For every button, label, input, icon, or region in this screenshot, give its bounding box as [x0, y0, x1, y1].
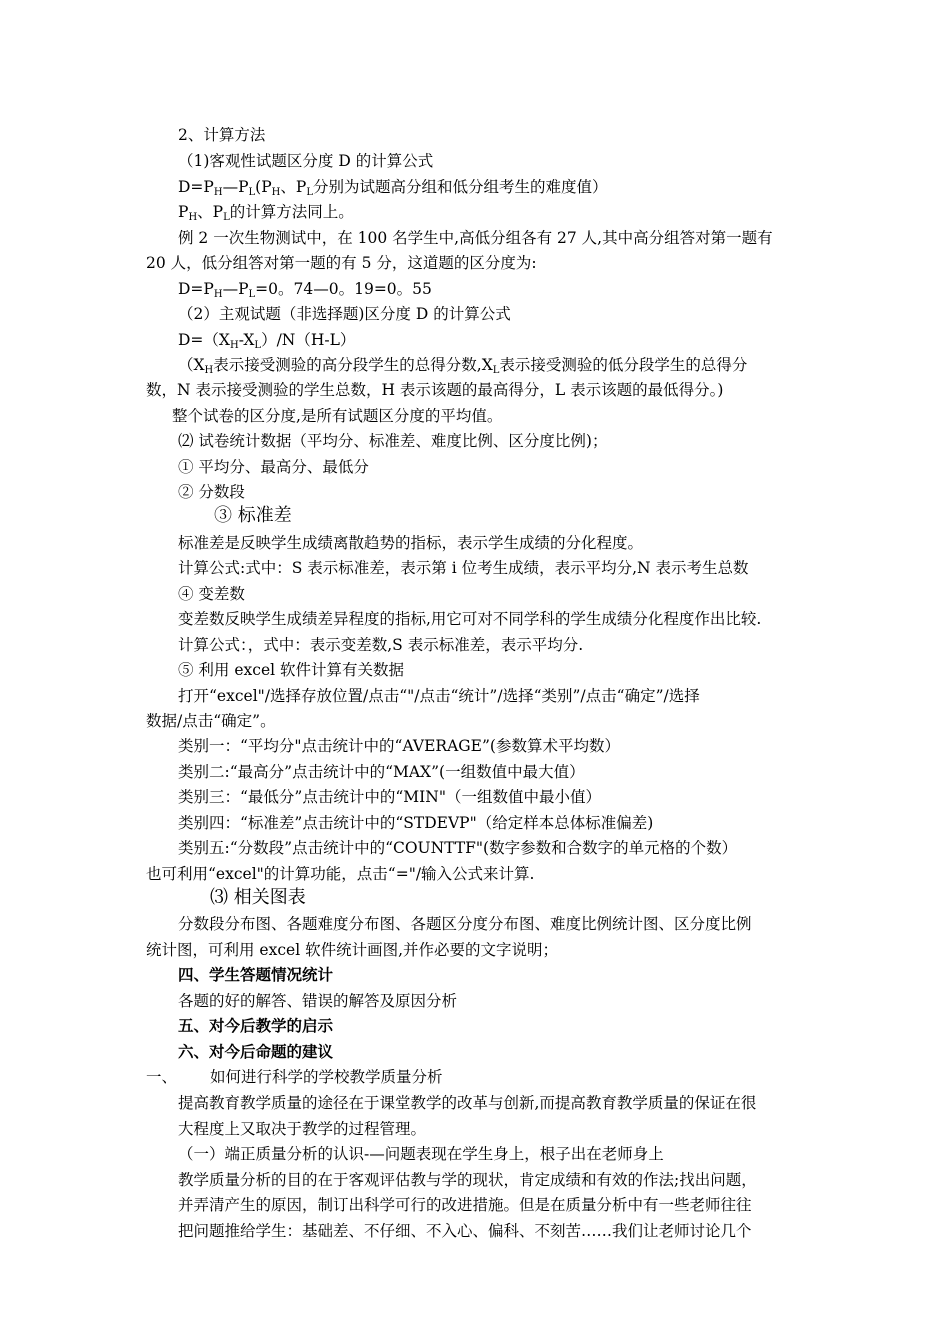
- excel-steps-line-2: 数据/点击“确定”。: [146, 712, 276, 730]
- subjective-formula-note-2: 数，N 表示接受测验的学生总数，H 表示该题的最高得分，L 表示该题的最低得分。): [146, 381, 724, 399]
- subjective-discrimination-formula-title: （2）主观试题（非选择题)区分度 D 的计算公式: [178, 305, 511, 323]
- excel-formula-note: 也可利用“excel"的计算功能，点击“="/输入公式来计算.: [146, 865, 535, 883]
- example-2-line-2: 20 人，低分组答对第一题的有 5 分，这道题的区分度为:: [146, 254, 537, 272]
- objective-discrimination-formula-title: （1)客观性试题区分度 D 的计算公式: [178, 152, 434, 170]
- item-score-bands: ② 分数段: [178, 483, 245, 501]
- section-heading-6: 六、对今后命题的建议: [178, 1042, 334, 1061]
- subjective-formula-note-1: （$X_H$表示接受测验的高分段学生的总得分数$,X_L$表示接受测验的低分段学生的总得分: [178, 356, 748, 376]
- charts-description-line-1: 分数段分布图、各题难度分布图、各题区分度分布图、难度比例统计图、区分度比例: [178, 915, 752, 933]
- coefficient-variation-description: 变差数反映学生成绩差异程度的指标,用它可对不同学科的学生成绩分化程度作出比较.: [178, 610, 762, 628]
- quality-analysis-heading: 如何进行科学的学校教学质量分析: [210, 1068, 443, 1086]
- category-1: 类别一：“平均分"点击统计中的“AVERAGE”(参数算术平均数）: [178, 737, 620, 755]
- example-2-line-1: 例 2 一次生物测试中，在 100 名学生中,高低分组各有 27 人,其中高分组答对第一题有: [178, 229, 773, 247]
- analysis-paragraph-line-1: 教学质量分析的目的在于客观评估教与学的现状，肯定成绩和有效的作法;找出问题，: [178, 1171, 757, 1189]
- paper-discrimination-note: 整个试卷的区分度,是所有试题区分度的平均值。: [172, 407, 503, 425]
- category-2: 类别二:“最高分”点击统计中的“MAX”(一组数值中最大值）: [178, 763, 585, 781]
- category-3: 类别三：“最低分”点击统计中的“MIN"（一组数值中最小值）: [178, 788, 601, 806]
- item-coefficient-variation: ④ 变差数: [178, 585, 245, 603]
- example-2-result: $D=P_H—P_L=0$。74—0。19=0。55: [178, 280, 432, 300]
- coefficient-variation-formula: 计算公式：，式中：表示变差数,S 表示标准差，表示平均分.: [178, 636, 584, 654]
- section-heading-calc-method: 2、计算方法: [178, 126, 266, 144]
- category-4: 类别四：“标准差”点击统计中的“STDEVP"（给定样本总体标准偏差): [178, 814, 654, 832]
- charts-description-line-2: 统计图，可利用 excel 软件统计画图,并作必要的文字说明；: [146, 941, 559, 959]
- item-standard-deviation: ③ 标准差: [214, 505, 292, 526]
- analysis-paragraph-line-3: 把问题推给学生：基础差、不仔细、不入心、偏科、不刻苦……我们让老师讨论几个: [178, 1222, 752, 1240]
- section-heading-4: 四、学生答题情况统计: [178, 965, 334, 984]
- exam-statistics-heading: ⑵ 试卷统计数据（平均分、标准差、难度比例、区分度比例)；: [178, 432, 608, 450]
- list-marker-1: 一、: [146, 1068, 178, 1086]
- category-5: 类别五:“分数段”点击统计中的“COUNTTF"(数字参数和合数字的单元格的个数）: [178, 839, 738, 857]
- std-dev-description: 标准差是反映学生成绩离散趋势的指标，表示学生成绩的分化程度。: [178, 534, 644, 552]
- item-excel-calc: ⑤ 利用 excel 软件计算有关数据: [178, 661, 405, 679]
- std-dev-formula: 计算公式:式中：S 表示标准差，表示第 i 位考生成绩，表示平均分,N 表示考生总数: [178, 559, 749, 577]
- objective-formula-line: $D=P_H—P_L(P_H$、$P_L$分别为试题高分组和低分组考生的难度值）: [178, 178, 608, 198]
- section-heading-5: 五、对今后教学的启示: [178, 1016, 334, 1035]
- item-average-max-min: ① 平均分、最高分、最低分: [178, 458, 369, 476]
- subsection-heading-1: （一）端正质量分析的认识-—问题表现在学生身上，根子出在老师身上: [178, 1145, 664, 1163]
- subjective-formula-line: $D=(X_H-X_L)/N(H-L)$: [178, 331, 356, 351]
- related-charts-heading: ⑶ 相关图表: [210, 887, 306, 908]
- quality-paragraph-line-2: 大程度上又取决于教学的过程管理。: [178, 1120, 427, 1138]
- quality-paragraph-line-1: 提高教育教学质量的途径在于课堂教学的改革与创新,而提高教育教学质量的保证在很: [178, 1094, 757, 1112]
- excel-steps-line-1: 打开“excel"/选择存放位置/点击“"/点击“统计”/选择“类别”/点击“确定”/选择: [178, 687, 700, 705]
- ph-pl-calc-note: $P_H$、$P_L$的计算方法同上。: [178, 203, 354, 223]
- answer-analysis-line: 各题的好的解答、错误的解答及原因分析: [178, 992, 458, 1010]
- analysis-paragraph-line-2: 并弄清产生的原因，制订出科学可行的改进措施。但是在质量分析中有一些老师往往: [178, 1196, 752, 1214]
